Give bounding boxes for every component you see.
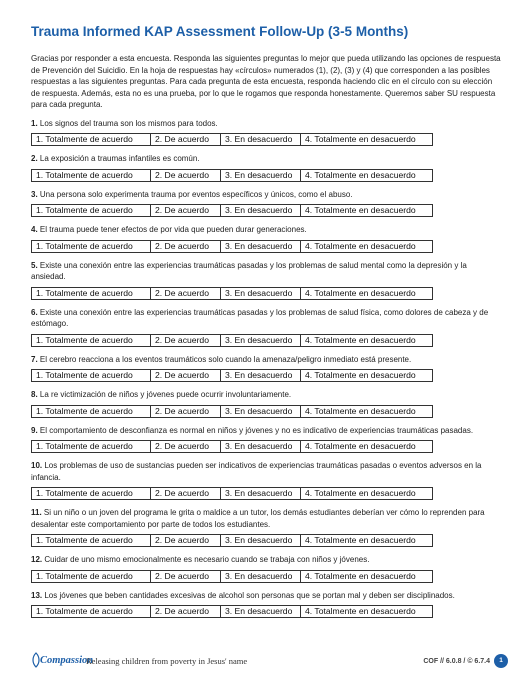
question-text	[31, 153, 503, 165]
answer-option-1[interactable]: 1. Totalmente de acuerdo	[32, 205, 151, 216]
answer-option-1[interactable]: 1. Totalmente de acuerdo	[32, 134, 151, 145]
question-text	[31, 425, 503, 437]
answer-option-2[interactable]: 2. De acuerdo	[151, 571, 221, 582]
answer-option-1[interactable]: 1. Totalmente de acuerdo	[32, 406, 151, 417]
question-label: La exposición a traumas infantiles es común.	[39, 154, 200, 164]
answer-option-2[interactable]: 2. De acuerdo	[151, 134, 221, 145]
question-text	[31, 118, 503, 130]
answer-option-4[interactable]: 4. Totalmente en desacuerdo	[305, 287, 416, 298]
answer-options-row	[31, 487, 433, 500]
answer-option-1[interactable]: 1. Totalmente de acuerdo	[32, 488, 151, 499]
answer-option-3[interactable]: 3. En desacuerdo	[221, 488, 301, 499]
question-number: 9.	[31, 425, 38, 435]
answer-options-row	[31, 133, 433, 146]
question-text	[31, 260, 503, 283]
question-number: 11.	[31, 508, 42, 518]
answer-option-1[interactable]: 1. Totalmente de acuerdo	[32, 535, 151, 546]
question-number: 6.	[31, 307, 38, 317]
answer-option-3[interactable]: 3. En desacuerdo	[221, 335, 301, 346]
answer-options-row	[31, 369, 433, 382]
question-label: Existe una conexión entre las experiencias traumáticas pasadas y los problemas de salud física, como dolores de cabeza y de estómago.	[31, 307, 489, 329]
question-list	[31, 118, 503, 619]
answer-option-4[interactable]: 4. Totalmente en desacuerdo	[305, 535, 416, 546]
answer-options-row	[31, 334, 433, 347]
question-label: Los signos del trauma son los mismos para todos.	[39, 118, 218, 128]
answer-options-row	[31, 570, 433, 583]
question-label: Cuidar de uno mismo emocionalmente es necesario cuando se trabaja con niños y jóvenes.	[44, 555, 370, 565]
answer-option-4[interactable]: 4. Totalmente en desacuerdo	[305, 570, 416, 581]
question-label: El cerebro reacciona a los eventos traumáticos solo cuando la amenaza/peligro inmediato está presente.	[39, 354, 412, 364]
answer-option-4[interactable]: 4. Totalmente en desacuerdo	[305, 240, 416, 251]
answer-option-1[interactable]: 1. Totalmente de acuerdo	[32, 335, 151, 346]
answer-option-4[interactable]: 4. Totalmente en desacuerdo	[305, 169, 416, 180]
answer-options-row	[31, 240, 433, 253]
answer-option-3[interactable]: 3. En desacuerdo	[221, 406, 301, 417]
question-number: 3.	[31, 189, 38, 199]
answer-option-1[interactable]: 1. Totalmente de acuerdo	[32, 370, 151, 381]
answer-option-1[interactable]: 1. Totalmente de acuerdo	[32, 571, 151, 582]
question-text	[31, 389, 503, 401]
answer-options-row	[31, 534, 433, 547]
question-number: 7.	[31, 354, 38, 364]
page-title: Trauma Informed KAP Assessment Follow-Up (3-5 Months)	[31, 24, 409, 39]
answer-option-3[interactable]: 3. En desacuerdo	[221, 606, 301, 617]
question-number: 8.	[31, 390, 38, 400]
answer-option-2[interactable]: 2. De acuerdo	[151, 370, 221, 381]
answer-option-2[interactable]: 2. De acuerdo	[151, 535, 221, 546]
compassion-logo: Compassion	[40, 655, 94, 666]
question-text	[31, 354, 503, 366]
question-number: 12.	[31, 555, 43, 565]
question-number: 2.	[31, 154, 38, 164]
answer-options-row	[31, 405, 433, 418]
answer-option-4[interactable]: 4. Totalmente en desacuerdo	[305, 606, 416, 617]
answer-option-2[interactable]: 2. De acuerdo	[151, 335, 221, 346]
answer-option-4[interactable]: 4. Totalmente en desacuerdo	[305, 205, 416, 216]
answer-option-3[interactable]: 3. En desacuerdo	[221, 288, 301, 299]
answer-option-4[interactable]: 4. Totalmente en desacuerdo	[305, 488, 416, 499]
question-label: El comportamiento de desconfianza es normal en niños y jóvenes y no es indicativo de experiencias traumáticas pasadas.	[39, 425, 474, 435]
answer-option-3[interactable]: 3. En desacuerdo	[221, 241, 301, 252]
question-number: 1.	[31, 118, 38, 128]
answer-option-2[interactable]: 2. De acuerdo	[151, 488, 221, 499]
question-text	[31, 590, 503, 602]
question-text	[31, 224, 503, 236]
question-text	[31, 189, 503, 201]
answer-option-2[interactable]: 2. De acuerdo	[151, 205, 221, 216]
answer-option-4[interactable]: 4. Totalmente en desacuerdo	[305, 334, 416, 345]
footer-tagline: Releasing children from poverty in Jesus' name	[86, 656, 248, 666]
question-text	[31, 507, 503, 530]
answer-option-3[interactable]: 3. En desacuerdo	[221, 571, 301, 582]
question-text	[31, 460, 503, 483]
answer-option-4[interactable]: 4. Totalmente en desacuerdo	[305, 370, 416, 381]
answer-options-row	[31, 605, 433, 618]
answer-option-2[interactable]: 2. De acuerdo	[151, 406, 221, 417]
answer-option-3[interactable]: 3. En desacuerdo	[221, 370, 301, 381]
answer-option-2[interactable]: 2. De acuerdo	[151, 241, 221, 252]
question-number: 13.	[31, 590, 43, 600]
question-label: El trauma puede tener efectos de por vida que pueden durar generaciones.	[39, 225, 307, 235]
answer-option-3[interactable]: 3. En desacuerdo	[221, 134, 301, 145]
answer-option-3[interactable]: 3. En desacuerdo	[221, 205, 301, 216]
answer-option-1[interactable]: 1. Totalmente de acuerdo	[32, 606, 151, 617]
answer-option-1[interactable]: 1. Totalmente de acuerdo	[32, 241, 151, 252]
answer-option-3[interactable]: 3. En desacuerdo	[221, 535, 301, 546]
answer-options-row	[31, 204, 433, 217]
footer	[30, 651, 508, 671]
answer-option-1[interactable]: 1. Totalmente de acuerdo	[32, 288, 151, 299]
answer-option-4[interactable]: 4. Totalmente en desacuerdo	[305, 405, 416, 416]
page-number-badge: 1	[494, 654, 508, 668]
answer-option-1[interactable]: 1. Totalmente de acuerdo	[32, 170, 151, 181]
question-label: Una persona solo experimenta trauma por eventos específicos y únicos, como el abuso.	[39, 189, 353, 199]
question-number: 10.	[31, 461, 43, 471]
question-label: Si un niño o un joven del programa le grita o maldice a un tutor, los demás estudiantes deberían ver cómo lo reprenden para desalentar este comportamiento por parte de todos los estudiantes.	[31, 508, 485, 529]
answer-option-2[interactable]: 2. De acuerdo	[151, 288, 221, 299]
answer-options-row	[31, 287, 433, 300]
answer-option-3[interactable]: 3. En desacuerdo	[221, 441, 301, 452]
answer-option-4[interactable]: 4. Totalmente en desacuerdo	[305, 134, 416, 145]
document-code: COF // 6.0.8 / © 6.7.4	[423, 658, 490, 665]
answer-options-row	[31, 169, 433, 182]
question-text	[31, 554, 503, 566]
question-number: 5.	[31, 260, 38, 270]
question-label: Existe una conexión entre las experiencias traumáticas pasadas y los problemas de salud mental como la depresión y la ansiedad.	[31, 260, 467, 282]
question-text	[31, 307, 503, 330]
answer-option-2[interactable]: 2. De acuerdo	[151, 170, 221, 181]
answer-option-2[interactable]: 2. De acuerdo	[151, 606, 221, 617]
question-label: Los jóvenes que beben cantidades excesivas de alcohol son personas que se portan mal y deben ser disciplinados.	[44, 590, 455, 600]
answer-option-3[interactable]: 3. En desacuerdo	[221, 170, 301, 181]
survey-page	[31, 24, 503, 625]
answer-options-row	[31, 440, 433, 453]
answer-option-2[interactable]: 2. De acuerdo	[151, 441, 221, 452]
question-label: La re victimización de niños y jóvenes puede ocurrir involuntariamente.	[39, 390, 292, 400]
answer-option-1[interactable]: 1. Totalmente de acuerdo	[32, 441, 151, 452]
answer-option-4[interactable]: 4. Totalmente en desacuerdo	[305, 441, 416, 452]
question-number: 4.	[31, 225, 38, 235]
intro-paragraph: Gracias por responder a esta encuesta. Responda las siguientes preguntas lo mejor que pueda utilizando las opciones de respuesta de Prevención del Suicidio. En la hoja de respuestas hay «círculos» numerados (1), (2), (3) y (4) que corresponden a las posibles respuestas a las siguientes preguntas. Para cada pregunta de esta encuesta, responda haciendo clic en el círculo con su elección de respuesta. Además, esta no es una prueba, por lo que le rogamos que responda honestamente. Queremos saber SU respuesta para cada pregunta.	[31, 54, 501, 110]
question-label: Los problemas de uso de sustancias pueden ser indicativos de experiencias traumáticas pasadas o eventos adversos en la infancia.	[31, 461, 482, 482]
